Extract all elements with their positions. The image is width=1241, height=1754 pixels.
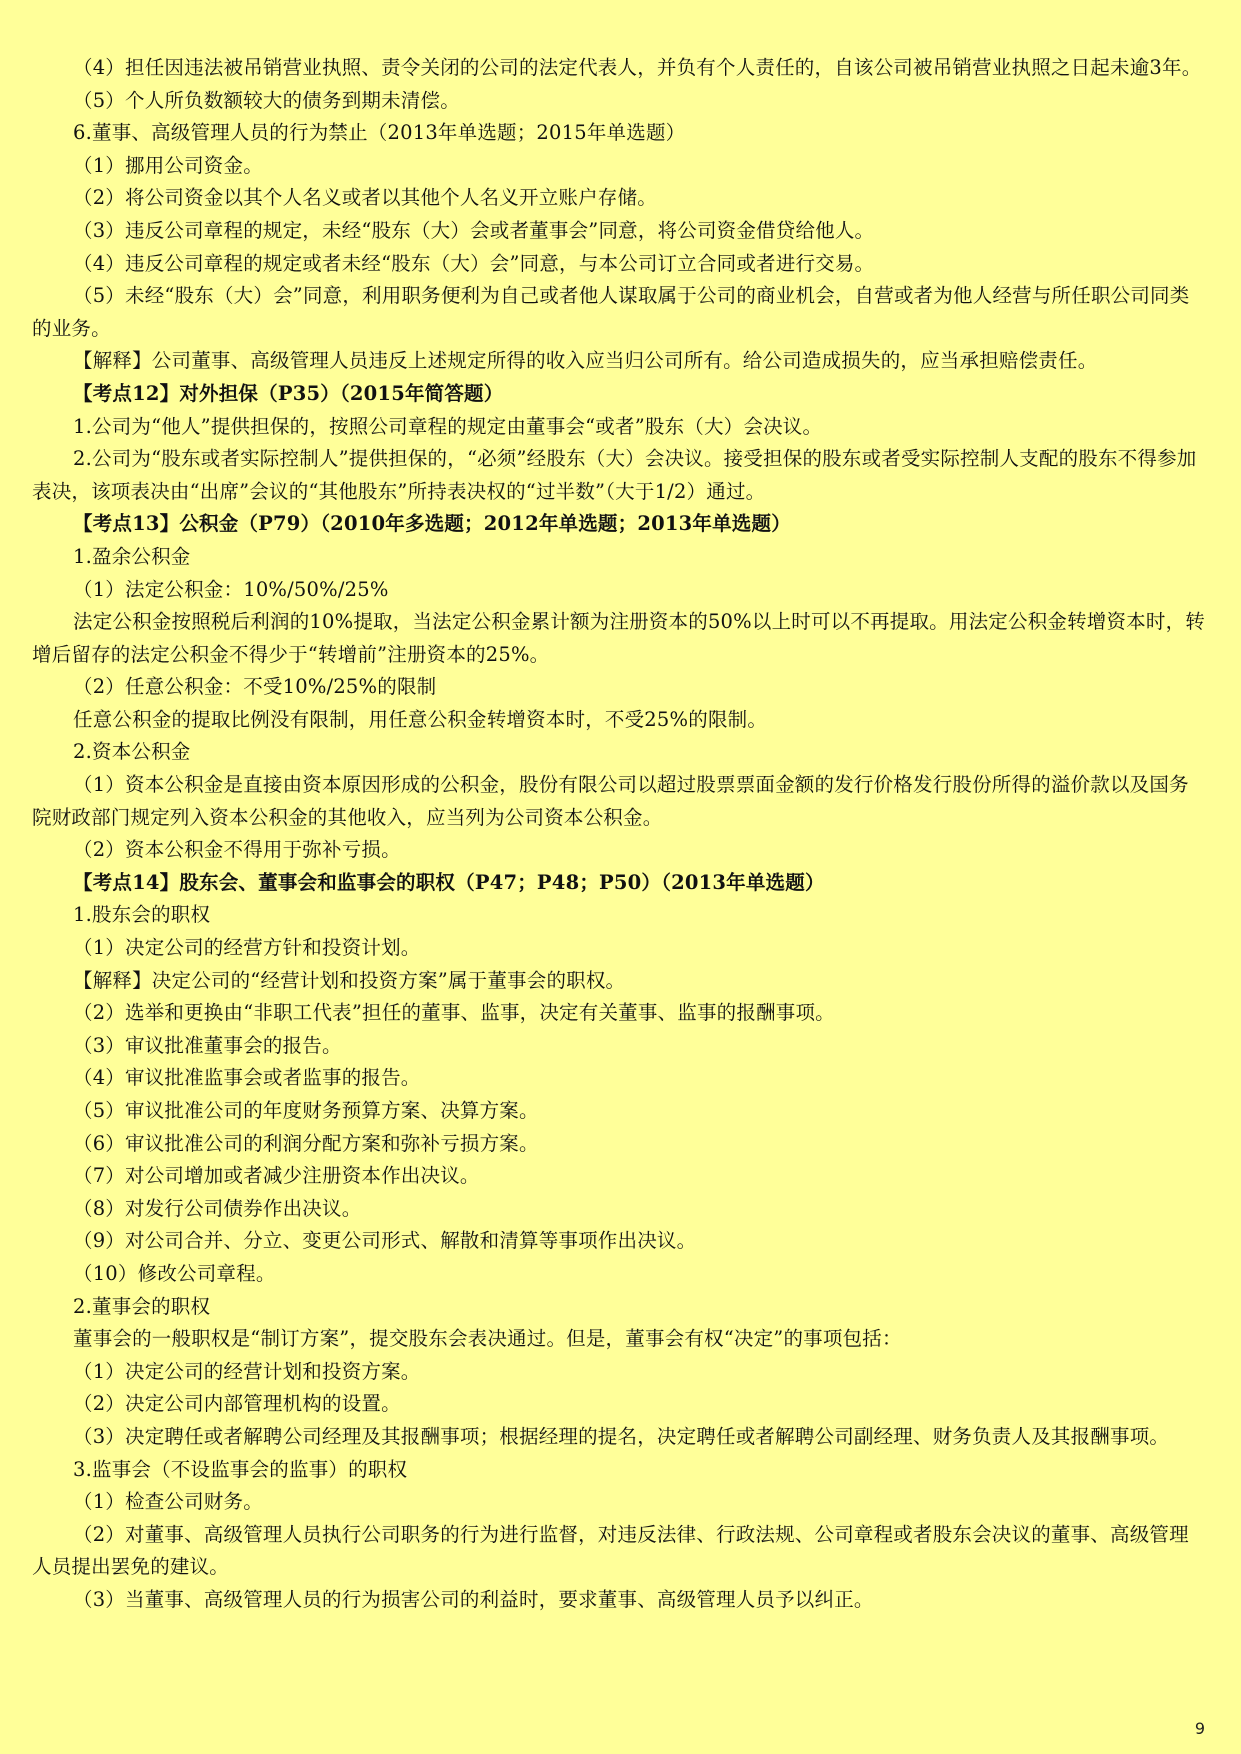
paragraph: （2）选举和更换由“非职工代表”担任的董事、监事，决定有关董事、监事的报酬事项。 [73,1001,835,1025]
paragraph: （2）决定公司内部管理机构的设置。 [73,1392,401,1416]
paragraph: （3）违反公司章程的规定，未经“股东（大）会或者董事会”同意，将公司资金借贷给他人。 [73,218,875,242]
paragraph: 【解释】公司董事、高级管理人员违反上述规定所得的收入应当归公司所有。给公司造成损失的，应当承担赔偿责任。 [73,349,1098,373]
paragraph: （3）当董事、高级管理人员的行为损害公司的利益时，要求董事、高级管理人员予以纠正。 [73,1587,874,1611]
paragraph: 1.公司为“他人”提供担保的，按照公司章程的规定由董事会“或者”股东（大）会决议。 [73,414,823,438]
paragraph: （1）决定公司的经营计划和投资方案。 [73,1359,421,1383]
paragraph: 董事会的一般职权是“制订方案”，提交股东会表决通过。但是，董事会有权“决定”的事项包括： [73,1327,902,1351]
paragraph: （4）审议批准监事会或者监事的报告。 [73,1066,421,1090]
document-body [32,52,1208,1617]
page-number: 9 [1194,1719,1205,1738]
paragraph: （1）资本公积金是直接由资本原因形成的公积金，股份有限公司以超过股票票面金额的发行价格发行股份所得的溢价款以及国务院财政部门规定列入资本公积金的其他收入，应当列为公司资本公积金。 [32,773,1189,829]
paragraph: （8）对发行公司债券作出决议。 [73,1196,362,1220]
paragraph: （5）个人所负数额较大的债务到期未清偿。 [73,88,460,112]
paragraph: （1）决定公司的经营方针和投资计划。 [73,936,421,960]
paragraph: （1）挪用公司资金。 [73,153,263,177]
paragraph: 1.股东会的职权 [73,903,211,927]
section-heading: 【考点14】股东会、董事会和监事会的职权（P47；P48；P50）（2013年单选题） [73,870,825,894]
paragraph: 【解释】决定公司的“经营计划和投资方案”属于董事会的职权。 [73,968,626,992]
section-heading: 【考点12】对外担保（P35）（2015年简答题） [73,381,504,405]
paragraph: （3）决定聘任或者解聘公司经理及其报酬事项；根据经理的提名，决定聘任或者解聘公司副经理、财务负责人及其报酬事项。 [73,1424,1170,1448]
paragraph: （1）检查公司财务。 [73,1490,263,1514]
section-heading: 【考点13】公积金（P79）（2010年多选题；2012年单选题；2013年单选题） [73,512,791,536]
paragraph: （1）法定公积金：10%/50%/25% [73,577,389,601]
paragraph: 2.董事会的职权 [73,1294,211,1318]
paragraph: 任意公积金的提取比例没有限制，用任意公积金转增资本时，不受25%的限制。 [73,707,768,731]
paragraph: 2.资本公积金 [73,740,191,764]
paragraph: （4）担任因违法被吊销营业执照、责令关闭的公司的法定代表人，并负有个人责任的，自该公司被吊销营业执照之日起未逾3年。 [73,56,1202,79]
paragraph: （4）违反公司章程的规定或者未经“股东（大）会”同意，与本公司订立合同或者进行交易。 [73,251,875,275]
paragraph: 2.公司为“股东或者实际控制人”提供担保的，“必须”经股东（大）会决议。接受担保的股东或者受实际控制人支配的股东不得参加表决，该项表决由“出席”会议的“其他股东”所持表决权的“过半数”（大于1/2）通过。 [32,447,1197,503]
paragraph: （2）对董事、高级管理人员执行公司职务的行为进行监督，对违反法律、行政法规、公司章程或者股东会决议的董事、高级管理人员提出罢免的建议。 [32,1522,1189,1579]
paragraph: （2）将公司资金以其个人名义或者以其他个人名义开立账户存储。 [73,186,657,210]
paragraph: （2）资本公积金不得用于弥补亏损。 [73,838,401,862]
paragraph: （7）对公司增加或者减少注册资本作出决议。 [73,1164,480,1188]
paragraph: （5）审议批准公司的年度财务预算方案、决算方案。 [73,1099,539,1122]
paragraph: （9）对公司合并、分立、变更公司形式、解散和清算等事项作出决议。 [73,1229,697,1253]
paragraph: （10）修改公司章程。 [73,1261,276,1285]
paragraph: 1.盈余公积金 [73,544,191,568]
paragraph: （6）审议批准公司的利润分配方案和弥补亏损方案。 [73,1131,539,1155]
paragraph: 法定公积金按照税后利润的10%提取，当法定公积金累计额为注册资本的50%以上时可以不再提取。用法定公积金转增资本时，转增后留存的法定公积金不得少于“转增前”注册资本的25%。 [32,610,1205,666]
paragraph: 6.董事、高级管理人员的行为禁止（2013年单选题；2015年单选题） [73,121,686,145]
paragraph: （3）审议批准董事会的报告。 [73,1033,342,1057]
paragraph: （5）未经“股东（大）会”同意，利用职务便利为自己或者他人谋取属于公司的商业机会，自营或者为他人经营与所任职公司同类的业务。 [32,284,1190,340]
paragraph: （2）任意公积金：不受10%/25%的限制 [73,675,437,699]
paragraph: 3.监事会（不设监事会的监事）的职权 [73,1457,408,1481]
